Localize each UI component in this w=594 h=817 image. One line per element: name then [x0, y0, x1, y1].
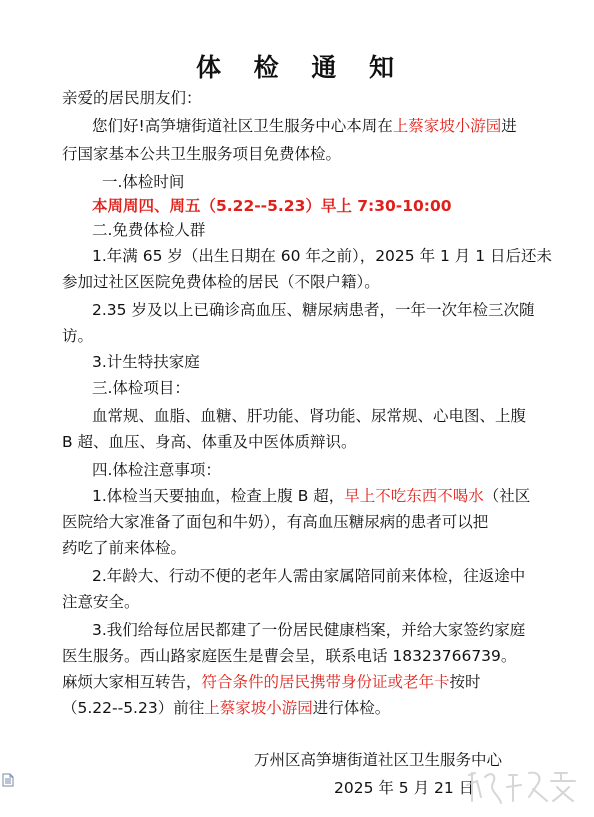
watermark-logo [463, 767, 581, 807]
exam-items-a: 血常规、血脂、血糖、肝功能、肾功能、尿常规、心电图、上腹 [92, 407, 527, 425]
notice-title: 体 检 通 知 [195, 53, 407, 82]
intro-line-1 [92, 116, 517, 136]
note-3-text: 麻烦大家相互转告， [62, 673, 202, 691]
note-3c [62, 672, 481, 692]
greeting: 亲爱的居民朋友们： [62, 89, 202, 107]
note-2a: 2.年龄大、行动不便的老年人需由家属陪同前来体检，往返途中 [92, 567, 526, 585]
date-range-text: （5.22--5.23）前往 [62, 699, 205, 717]
note-1a [92, 486, 530, 506]
exam-items-b: B 超、血压、身高、体重及中医体质辩识。 [62, 433, 357, 451]
location-highlight-2: 上蔡家坡小游园 [204, 699, 313, 717]
intro-line-2: 行国家基本公共卫生服务项目免费体检。 [62, 145, 342, 163]
eligibility-1b: 参加过社区医院免费体检的居民（不限户籍）。 [62, 273, 380, 291]
eligibility-2a: 2.35 岁及以上已确诊高血压、糖尿病患者，一年一次年检三次随 [92, 301, 535, 319]
eligibility-3: 3.计生特扶家庭 [92, 353, 200, 371]
note-3-text-end: 按时 [449, 673, 481, 691]
section4-heading: 四.体检注意事项： [92, 461, 221, 479]
document-icon [2, 773, 14, 787]
note-1b: 医院给大家准备了面包和牛奶），有高血压糖尿病的患者可以把 [62, 513, 489, 531]
fasting-highlight: 早上不吃东西不喝水 [344, 487, 484, 505]
note-2b: 注意安全。 [62, 593, 140, 611]
section3-heading: 三.体检项目： [92, 379, 190, 397]
section1-heading: 一.体检时间 [102, 173, 185, 191]
note-1c: 药吃了前来体检。 [62, 539, 187, 557]
exam-time: 本周周四、周五（5.22--5.23）早上 7:30-10:00 [92, 197, 452, 215]
section2-heading: 二.免费体检人群 [92, 221, 206, 239]
id-card-highlight: 符合条件的居民携带身份证或老年卡 [201, 673, 450, 691]
signature-date: 2025 年 5 月 21 日 [334, 779, 475, 797]
note-3-closing: 进行体检。 [312, 699, 391, 717]
location-highlight: 上蔡家坡小游园 [392, 117, 502, 135]
eligibility-2b: 访。 [62, 327, 94, 345]
intro-text-end: 进 [501, 117, 517, 135]
eligibility-1a: 1.年满 65 岁（出生日期在 60 年之前），2025 年 1 月 1 日后还未 [92, 247, 552, 265]
note-3b: 医生服务。西山路家庭医生是曹会呈，联系电话 18323766739。 [62, 647, 517, 665]
note-3a: 3.我们给每位居民都建了一份居民健康档案，并给大家签约家庭 [92, 621, 526, 639]
signature-org: 万州区高笋塘街道社区卫生服务中心 [254, 751, 503, 769]
note-3d [62, 698, 390, 718]
note-1-text: 1.体检当天要抽血，检查上腹 B 超， [92, 487, 345, 505]
note-1-text-end: （社区 [483, 487, 531, 505]
intro-text: 您们好!高笋塘街道社区卫生服务中心本周在 [92, 117, 393, 135]
